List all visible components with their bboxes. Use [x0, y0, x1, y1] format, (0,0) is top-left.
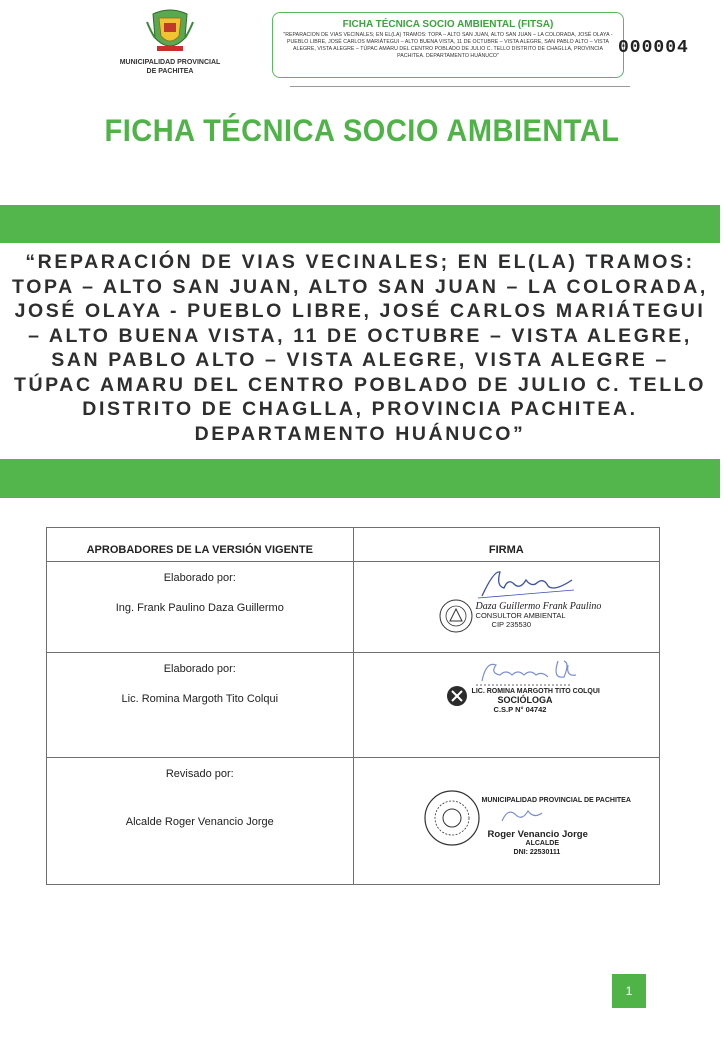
approver-role: Elaborado por:: [163, 572, 236, 584]
green-band-top: [0, 205, 720, 243]
header-divider: [290, 86, 630, 87]
approver-role: Elaborado por:: [163, 663, 236, 675]
municipality-name: MUNICIPALIDAD PROVINCIAL DE PACHITEA: [119, 59, 221, 75]
header-box: [272, 12, 624, 78]
stamp-registration: DNI: 22530111: [513, 849, 561, 856]
column-header-approvers: APROBADORES DE LA VERSIÓN VIGENTE: [47, 528, 354, 562]
page-number: 1: [612, 974, 646, 1008]
stamp-title: ALCALDE: [525, 840, 559, 847]
handwritten-signature-icon: [474, 566, 584, 600]
approver-cell: [47, 562, 354, 653]
table-row: [47, 562, 660, 653]
table-row: [47, 758, 660, 885]
signature-cell: [353, 562, 659, 653]
column-header-signature: FIRMA: [353, 528, 659, 562]
stamp-text-block: [482, 796, 662, 857]
professional-seal-icon: [438, 598, 474, 634]
stamp-text-block: [472, 687, 652, 714]
approver-cell: [47, 758, 354, 885]
handwritten-signature-icon: [472, 655, 582, 687]
stamp-text-block: [476, 602, 656, 629]
approver-name: Lic. Romina Margoth Tito Colqui: [121, 693, 279, 705]
table-row: [47, 653, 660, 758]
stamp-name: LIC. ROMINA MARGOTH TITO COLQUI: [471, 688, 600, 695]
seal-mark-icon: [446, 685, 468, 707]
approver-role: Revisado por:: [165, 768, 234, 780]
stamp-organization: MUNICIPALIDAD PROVINCIAL DE PACHITEA: [481, 797, 631, 804]
stamp-registration: CIP 235530: [491, 620, 532, 629]
stamp-registration: C.S.P N° 04742: [493, 705, 547, 714]
project-title: “REPARACIÓN DE VIAS VECINALES; EN EL(LA) TRAMOS: TOPA – ALTO SAN JUAN, ALTO SAN JUAN – LA COLORADA, JOSÉ OLAYA - PUEBLO LIBRE, JOSÉ CARLOS MARIÁTEGUI – ALTO BUENA VISTA, 11 DE OCTUBRE – VISTA ALEGRE, SAN PABLO ALTO – VISTA ALEGRE, VISTA ALEGRE – TÚPAC AMARU DEL CENTRO POBLADO DE JULIO C. TELLO DISTRITO DE CHAGLLA, PROVINCIA PACHITEA. DEPARTAMENTO HUÁNUCO”: [12, 251, 708, 445]
table-header-row: [47, 528, 660, 562]
green-band-bottom: [0, 459, 720, 498]
header-box-title: FICHA TÉCNICA SOCIO AMBIENTAL (FITSA): [342, 19, 554, 30]
stamp-name: Daza Guillermo Frank Paulino: [475, 601, 602, 612]
signature-cell: [353, 653, 659, 758]
stamp-title: CONSULTOR AMBIENTAL: [475, 611, 566, 620]
approver-name: Ing. Frank Paulino Daza Guillermo: [115, 602, 284, 614]
stamp-title: SOCIÓLOGA: [497, 695, 553, 705]
approver-cell: [47, 653, 354, 758]
document-number: 000004: [618, 38, 689, 58]
handwritten-signature-icon: [482, 805, 562, 825]
municipal-seal-icon: [422, 788, 482, 848]
municipality-logo: [115, 8, 225, 76]
approver-name: Alcalde Roger Venancio Jorge: [125, 816, 274, 828]
approvals-table: [46, 527, 660, 885]
coat-of-arms-icon: [145, 8, 195, 56]
stamp-name: Roger Venancio Jorge: [487, 829, 588, 840]
header-box-subtitle: "REPARACION DE VIAS VECINALES; EN EL(LA) TRAMOS: TOPA – ALTO SAN JUAN, ALTO SAN JUAN – LA COLORADA, JOSÉ OLAYA - PUEBLO LIBRE, JOSÉ CARLOS MARIÁTEGUI – ALTO BUENA VISTA, 11 DE OCTUBRE – VISTA ALEGRE, SAN PABLO ALTO – VISTA ALEGRE, VISTA ALEGRE – TÚPAC AMARU DEL CENTRO POBLADO DE JULIO C. TELLO DISTRITO DE CHAGLLA, PROVINCIA PACHITEA. DEPARTAMENTO HUÁNUCO": [283, 32, 613, 59]
page-title: FICHA TÉCNICA SOCIO AMBIENTAL: [104, 113, 620, 149]
signature-cell: [353, 758, 659, 885]
